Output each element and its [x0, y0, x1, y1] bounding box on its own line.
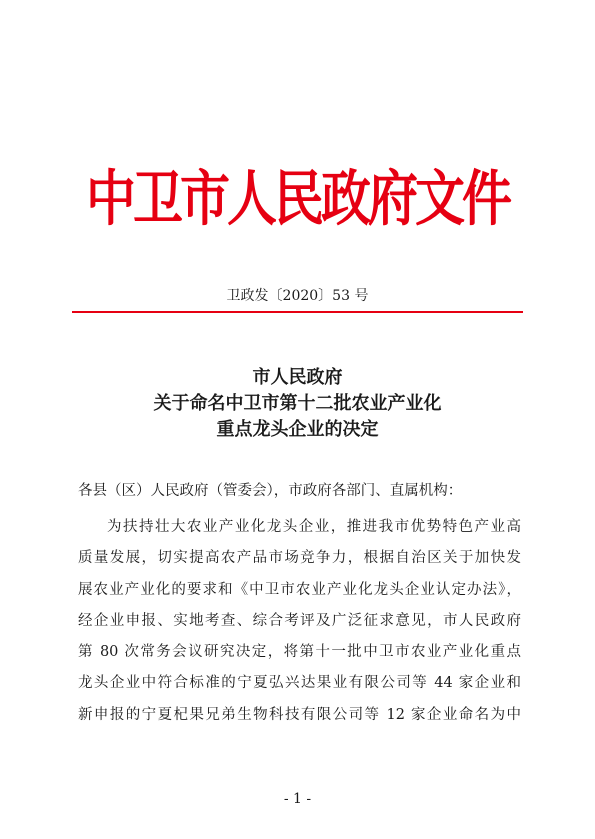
paragraph-line-5: 第 80 次常务会议研究决定，将第十一批中卫市农业产业化重点: [78, 644, 521, 660]
page-number: - 1 -: [283, 791, 312, 807]
paragraph-line-3: 展农业产业化的要求和《中卫市农业产业化龙头企业认定办法》，: [78, 582, 521, 598]
paragraph-line-7: 新申报的宁夏杞果兄弟生物科技有限公司等 12 家企业命名为中: [78, 707, 521, 723]
addressee-line: 各县（区）人民政府（管委会），市政府各部门、直属机构：: [78, 483, 463, 499]
document-number: 卫政发〔2020〕53 号: [226, 288, 369, 304]
document-masthead: 中卫市人民政府文件: [86, 164, 509, 234]
paragraph-line-4: 经企业申报、实地考查、综合考评及广泛征求意见，市人民政府: [78, 613, 521, 629]
document-title: [0, 365, 595, 443]
paragraph-line-6: 龙头企业中符合标准的宁夏弘兴达果业有限公司等 44 家企业和: [78, 675, 521, 691]
title-line-2: 关于命名中卫市第十二批农业产业化: [153, 393, 442, 414]
red-divider-rule: [72, 311, 523, 313]
paragraph-line-2: 质量发展，切实提高农产品市场竞争力，根据自治区关于加快发: [78, 550, 521, 566]
paragraph-line-1: 为扶持壮大农业产业化龙头企业，推进我市优势特色产业高: [107, 519, 521, 535]
title-line-1: 市人民政府: [252, 367, 343, 388]
title-line-3: 重点龙头企业的决定: [216, 419, 379, 440]
